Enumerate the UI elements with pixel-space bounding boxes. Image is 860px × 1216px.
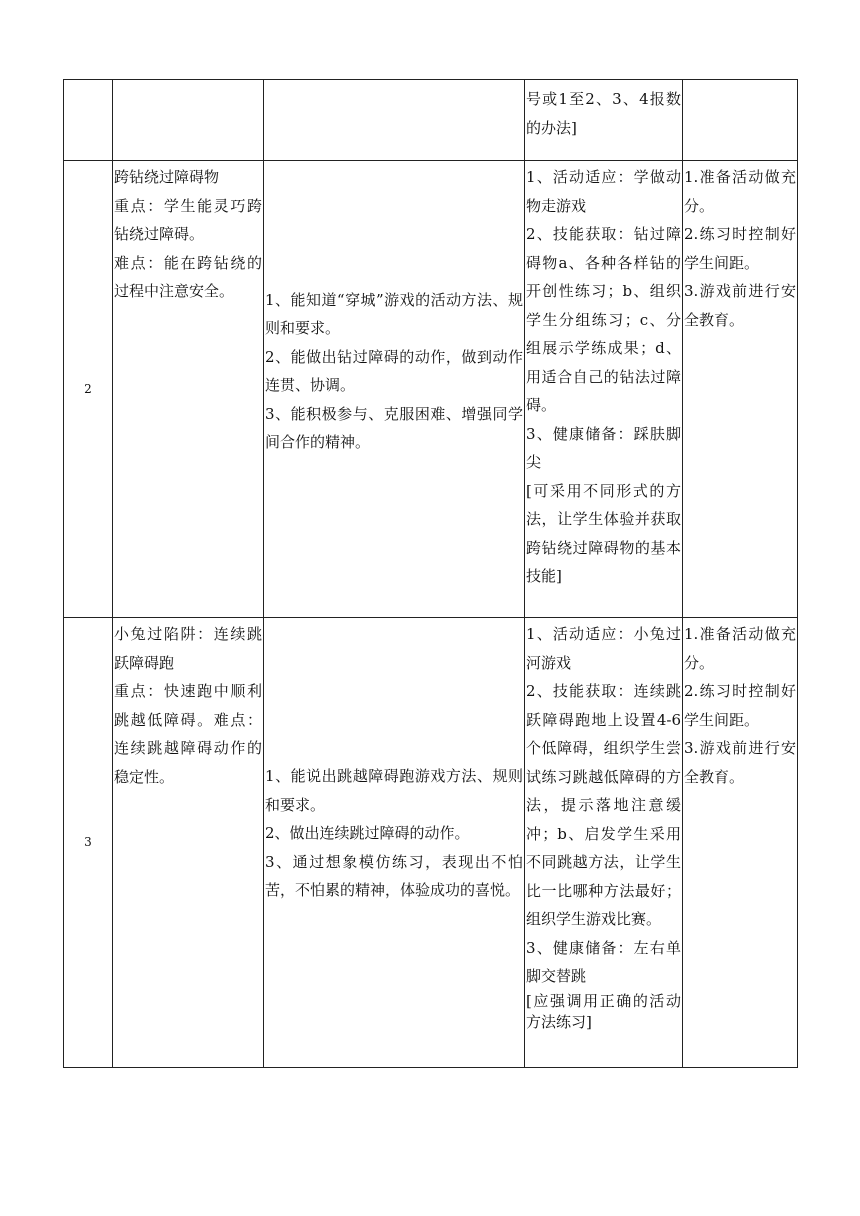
lesson-number-cell	[64, 80, 113, 161]
safety-cell	[683, 618, 798, 1068]
objectives-cell	[264, 618, 525, 1068]
process-cell	[525, 161, 683, 618]
process-step: 3、健康储备：左右单脚交替跳	[526, 938, 681, 985]
objectives-cell	[264, 161, 525, 618]
table-row	[64, 161, 798, 618]
objective-item: 2、能做出钻过障碍的动作，做到动作连贯、协调。	[265, 347, 523, 394]
process-cell	[525, 80, 683, 161]
safety-cell	[683, 80, 798, 161]
safety-item: 3.游戏前进行安全教育。	[684, 739, 796, 786]
topic-cell	[113, 161, 264, 618]
safety-item: 2.练习时控制好学生间距。	[684, 225, 796, 272]
objective-item: 1、能说出跳越障碍跑游戏方法、规则和要求。	[265, 767, 523, 814]
safety-item: 1.准备活动做充分。	[684, 168, 796, 215]
objectives-cell	[264, 80, 525, 161]
lesson-plan-table	[63, 79, 798, 1068]
objective-item: 1、能知道“穿城”游戏的活动方法、规则和要求。	[265, 290, 523, 337]
safety-item: 2.练习时控制好学生间距。	[684, 682, 796, 729]
safety-cell	[683, 161, 798, 618]
lesson-number-cell: 3	[64, 618, 113, 1068]
table-row	[64, 618, 798, 1068]
process-note: [应强调用正确的活动方法练习]	[526, 991, 681, 1031]
process-note: [可采用不同形式的方法，让学生体验并获取跨钻绕过障碍物的基本技能]	[526, 481, 681, 585]
topic-title: 跨钻绕过障碍物	[114, 168, 220, 186]
objective-item: 3、通过想象模仿练习，表现出不怕苦，不怕累的精神，体验成功的喜悦。	[265, 852, 523, 900]
topic-cell	[113, 618, 264, 1068]
topic-key-point: 重点：学生能灵巧跨钻绕过障碍。	[114, 196, 262, 243]
objective-item: 3、能积极参与、克服困难、增强同学间合作的精神。	[265, 404, 523, 451]
topic-key-points: 重点：快速跑中顺利跳越低障碍。难点：连续跳越障碍动作的稳定性。	[114, 682, 262, 786]
topic-cell	[113, 80, 264, 161]
process-step: 2、技能获取：连续跳跃障碍跑地上设置4-6个低障碍，组织学生尝试练习跳越低障碍的方法，提示落地注意缓冲；b、启发学生采用不同跳越方法，让学生比一比哪种方法最好；组织学生游戏比赛。	[526, 682, 681, 928]
process-step: 2、技能获取：钻过障碍物a、各种各样钻的开创性练习；b、组织学生分组练习；c、分组展示学练成果；d、用适合自己的钻法过障碍。	[526, 225, 681, 414]
topic-difficulty: 难点：能在跨钻绕的过程中注意安全。	[114, 253, 262, 300]
process-step: 3、健康储备：踩肤脚尖	[526, 424, 681, 471]
topic-title: 小兔过陷阱：连续跳跃障碍跑	[114, 625, 262, 672]
process-step: 1、活动适应：小兔过河游戏	[526, 625, 681, 672]
process-text: 号或1至2、3、4报数的办法]	[526, 90, 681, 137]
safety-item: 3.游戏前进行安全教育。	[684, 282, 796, 329]
objective-item: 2、做出连续跳过障碍的动作。	[265, 824, 470, 843]
lesson-number-cell: 2	[64, 161, 113, 618]
table-row	[64, 80, 798, 161]
safety-item: 1.准备活动做充分。	[684, 625, 796, 672]
process-step: 1、活动适应：学做动物走游戏	[526, 168, 681, 215]
process-cell	[525, 618, 683, 1068]
